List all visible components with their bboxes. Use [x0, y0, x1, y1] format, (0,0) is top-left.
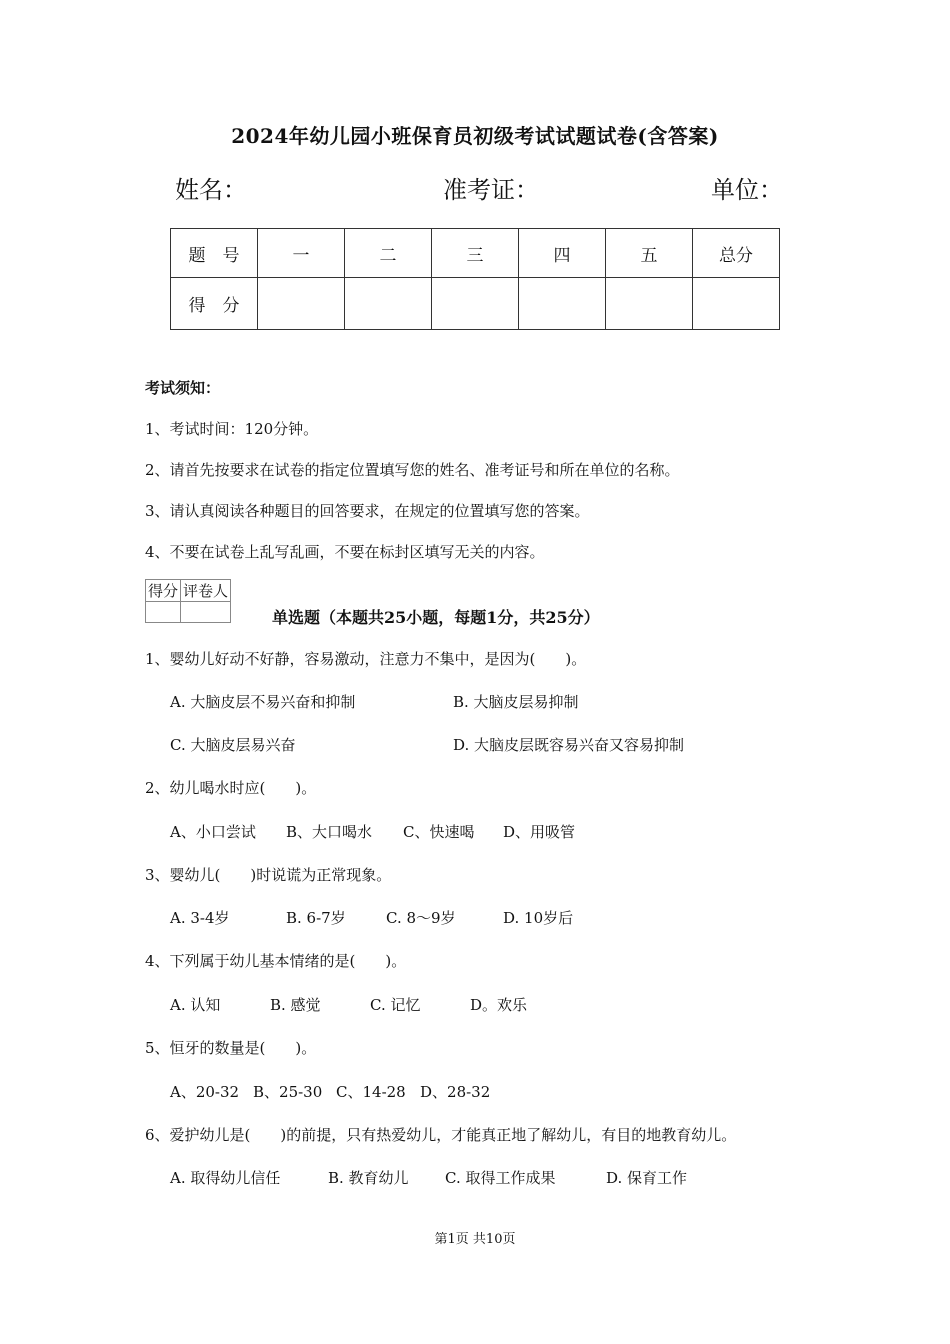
score-row-label: 得 分 — [171, 278, 258, 330]
score-table-header: 一 — [258, 229, 345, 278]
score-cell — [519, 278, 606, 330]
notice-heading: 考试须知： — [145, 379, 221, 397]
question-option: B. 教育幼儿 — [328, 1169, 409, 1187]
question-option: B. 感觉 — [270, 996, 321, 1014]
score-table-header: 五 — [606, 229, 693, 278]
question-stem: 2、幼儿喝水时应( )。 — [145, 779, 317, 797]
question-option: D. 10岁后 — [503, 909, 574, 927]
score-table-header-row — [171, 229, 780, 278]
question-option: B. 6-7岁 — [286, 909, 346, 927]
question-option: C. 大脑皮层易兴奋 — [170, 736, 296, 754]
question-option: A. 大脑皮层不易兴奋和抑制 — [170, 693, 356, 711]
question-option: D. 保育工作 — [606, 1169, 688, 1187]
question-option: D、用吸管 — [503, 823, 576, 841]
question-stem: 3、婴幼儿( )时说谎为正常现象。 — [145, 866, 392, 884]
question-option: D. 大脑皮层既容易兴奋又容易抑制 — [453, 736, 685, 754]
question-option: A、20-32 — [170, 1083, 240, 1101]
exam-title: 2024年幼儿园小班保育员初级考试试题试卷(含答案) — [231, 124, 719, 148]
question-option: C. 记忆 — [370, 996, 421, 1014]
question-option: C、14-28 — [336, 1083, 406, 1101]
name-label: 姓名： — [175, 176, 247, 204]
question-option: C、快速喝 — [403, 823, 475, 841]
notice-item: 4、不要在试卷上乱写乱画，不要在标封区填写无关的内容。 — [145, 543, 545, 561]
score-cell — [606, 278, 693, 330]
question-option: A. 取得幼儿信任 — [170, 1169, 281, 1187]
notice-item: 3、请认真阅读各种题目的回答要求，在规定的位置填写您的答案。 — [145, 502, 590, 520]
notice-item: 2、请首先按要求在试卷的指定位置填写您的姓名、准考证号和所在单位的名称。 — [145, 461, 680, 479]
question-stem: 4、下列属于幼儿基本情绪的是( )。 — [145, 952, 407, 970]
question-stem: 6、爱护幼儿是( )的前提，只有热爱幼儿，才能真正地了解幼儿，有目的地教育幼儿。 — [145, 1126, 737, 1144]
score-cell — [432, 278, 519, 330]
notice-item: 1、考试时间：120分钟。 — [145, 420, 319, 438]
grader-box-grader-label: 评卷人 — [181, 580, 231, 602]
exam-id-label: 准考证： — [443, 176, 539, 204]
score-table-header: 四 — [519, 229, 606, 278]
question-stem: 1、婴幼儿好动不好静，容易激动，注意力不集中，是因为( )。 — [145, 650, 587, 668]
score-table-header: 题 号 — [171, 229, 258, 278]
question-option: C. 8～9岁 — [386, 909, 456, 927]
page-footer: 第1页 共10页 — [434, 1232, 516, 1247]
question-option: B、25-30 — [253, 1083, 323, 1101]
question-option: D、28-32 — [420, 1083, 491, 1101]
score-cell — [693, 278, 780, 330]
score-cell — [345, 278, 432, 330]
score-table-header: 总分 — [693, 229, 780, 278]
grader-box-score-cell — [146, 602, 181, 623]
grader-box-score-label: 得分 — [146, 580, 181, 602]
score-cell — [258, 278, 345, 330]
question-option: A. 3-4岁 — [170, 909, 230, 927]
question-stem: 5、恒牙的数量是( )。 — [145, 1039, 317, 1057]
unit-label: 单位： — [711, 176, 783, 204]
question-option: A、小口尝试 — [170, 823, 256, 841]
question-option: B. 大脑皮层易抑制 — [453, 693, 579, 711]
question-option: A. 认知 — [170, 996, 221, 1014]
question-option: C. 取得工作成果 — [445, 1169, 556, 1187]
score-table — [170, 228, 780, 330]
grader-box-grader-cell — [181, 602, 231, 623]
question-option: D。欢乐 — [470, 996, 528, 1014]
score-table-header: 二 — [345, 229, 432, 278]
grader-box — [145, 579, 231, 623]
score-table-score-row — [171, 278, 780, 330]
section-heading: 单选题（本题共25小题，每题1分，共25分） — [272, 608, 600, 627]
score-table-header: 三 — [432, 229, 519, 278]
question-option: B、大口喝水 — [286, 823, 373, 841]
